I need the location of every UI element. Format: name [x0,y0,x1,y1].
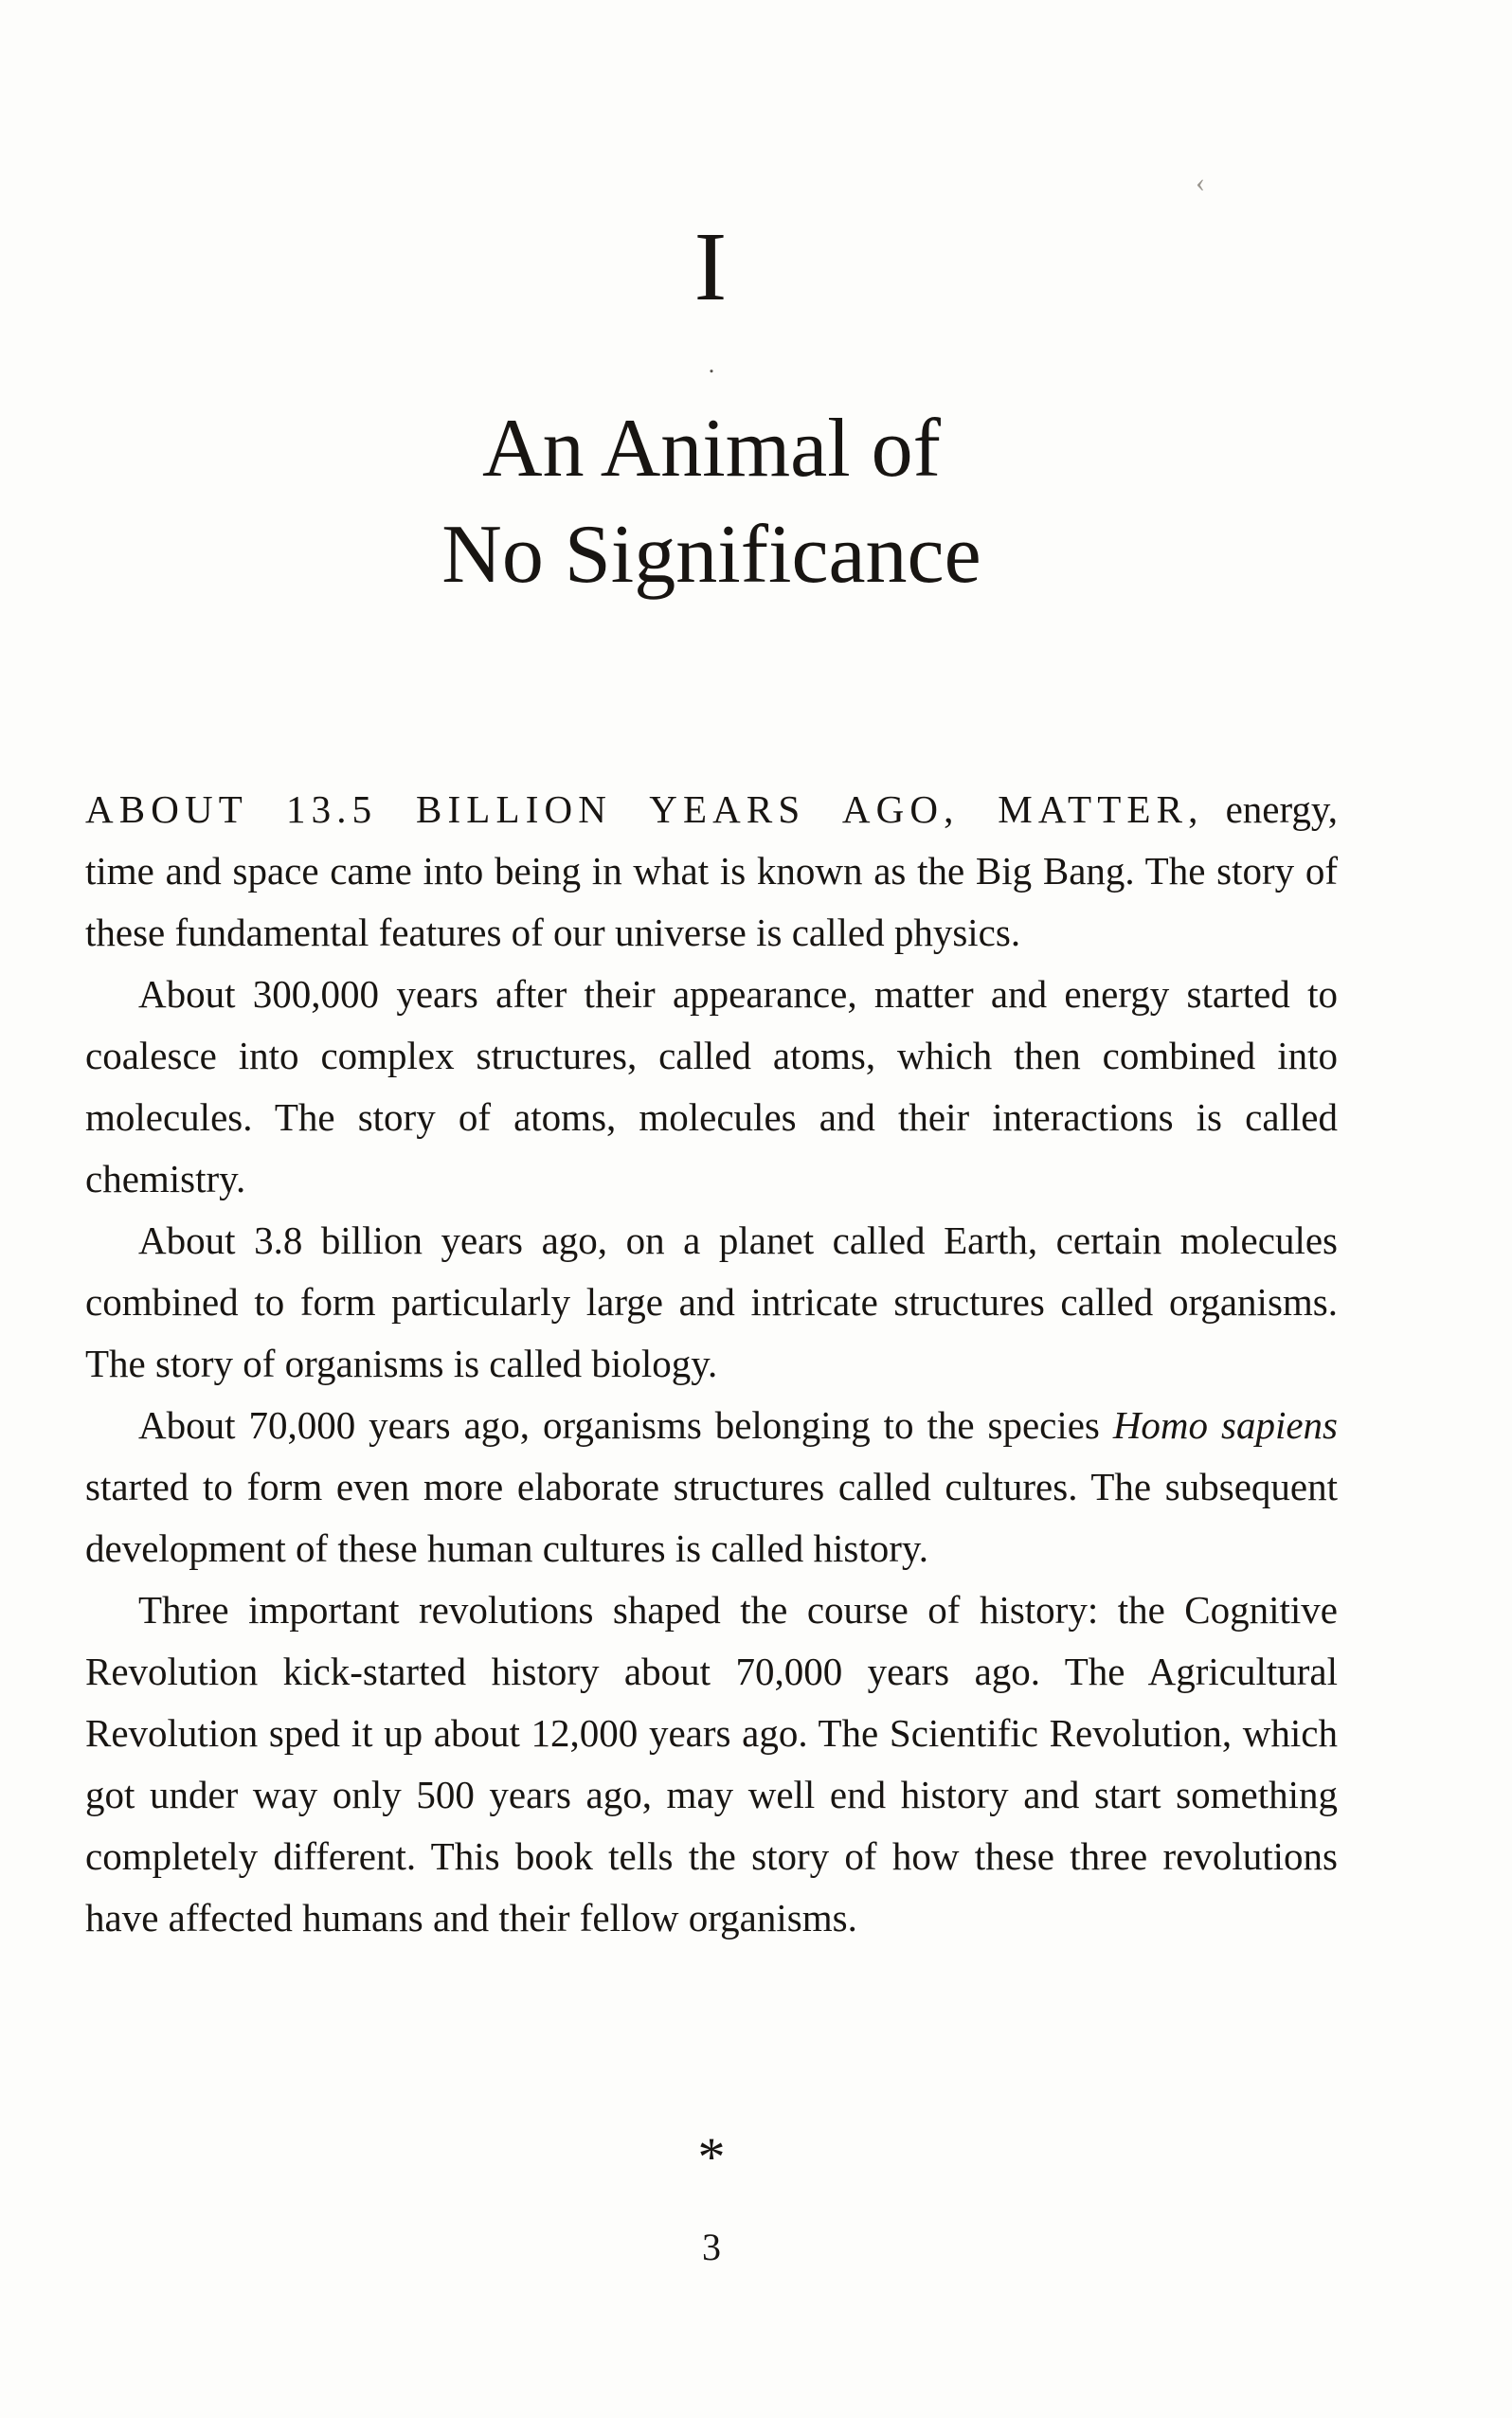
italic-species-text: Homo sapiens [1112,1403,1338,1447]
paragraph [85,779,1338,964]
chapter-number: I [693,212,729,321]
page-number: 3 [702,2226,721,2268]
body-run: Three important revolutions shaped the course of history: the Cognitive Revolution kick-started history about 70,000 years ago. The Agricultural Revolution sped it up about 12,000 years ago. The Scientific Revolution, which got under way only 500 years ago, may well end history and start something completely different. This book tells the story of how these three revolutions have affected humans and their fellow organisms. [85,1588,1338,1940]
body-text [85,779,1338,1949]
section-separator: * [697,2126,726,2188]
chapter-title-line-2: No Significance [441,509,981,601]
paragraph [85,1210,1338,1395]
body-run: About 70,000 years ago, organisms belonging to the species [138,1403,1113,1447]
chapter-title [85,396,1338,608]
body-run: energy, time and space came into being in what is known as the Big Bang. The story of these fundamental features of our universe is called physics. [85,787,1338,954]
scan-artifact-mark: ‹ [1196,167,1205,198]
paragraph [85,1579,1338,1949]
body-run: About 300,000 years after their appearance, matter and energy started to coalesce into complex structures, called atoms, which then combined into molecules. The story of atoms, molecules and their interactions is called chemistry. [85,972,1338,1200]
body-run: About 3.8 billion years ago, on a planet called Earth, certain molecules combined to form particularly large and intricate structures called organisms. The story of organisms is called biology. [85,1218,1338,1385]
paragraph [85,964,1338,1210]
paragraph [85,1395,1338,1579]
scan-artifact-dot: . [708,351,715,378]
lead-caps-text: ABOUT 13.5 BILLION YEARS AGO, MATTER, [85,787,1204,831]
body-run: started to form even more elaborate structures called cultures. The subsequent development of these human cultures is called history. [85,1465,1338,1570]
chapter-title-line-1: An Animal of [482,403,941,495]
